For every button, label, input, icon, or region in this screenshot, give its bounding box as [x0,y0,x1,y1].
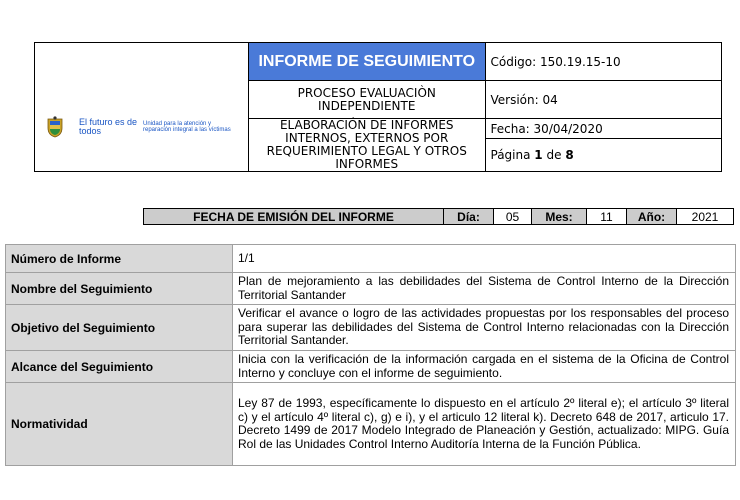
row-key: Nombre del Seguimiento [6,273,233,305]
document-title: INFORME DE SEGUIMIENTO [249,43,486,81]
document-code: Código: 150.19.15-10 [485,43,722,81]
logo-cell [35,43,249,172]
emission-date-bar [143,208,734,225]
row-value: 1/1 [233,245,736,273]
report-info-table [5,244,736,466]
page-of: de [546,148,562,162]
document-header [34,42,722,172]
page-indicator [485,139,722,172]
row-key: Número de Informe [6,245,233,273]
coat-of-arms-icon [45,116,65,138]
process-name: PROCESO EVALUACIÒN INDEPENDIENTE [249,81,486,119]
table-row [6,273,736,305]
emission-label: FECHA DE EMISIÓN DEL INFORME [144,209,444,225]
table-row [6,305,736,351]
institution-logo [45,114,245,140]
page-total: 8 [565,148,574,162]
year-label: Año: [627,209,677,225]
document-date: Fecha: 30/04/2020 [485,119,722,139]
row-key: Objetivo del Seguimiento [6,305,233,351]
month-label: Mes: [532,209,587,225]
row-value: Plan de mejoramiento a las debilidades del Sistema de Control Interno de la Dirección Territorial Santander [233,273,736,305]
day-value: 05 [494,209,532,225]
page-current: 1 [534,148,543,162]
row-value: Verificar el avance o logro de las actividades propuestas por los responsables del proceso para superar las debilidades del Sistema de Control Interno relacionadas con la Dirección Territorial Santander. [233,305,736,351]
row-key: Alcance del Seguimiento [6,351,233,383]
row-value: Ley 87 de 1993, específicamente lo dispuesto en el artículo 2º literal e); el artículo 3º literal c) y el artículo 4º literal c), g) e i), y el articulo 12 literal k). Decreto 648 de 2017, articulo 17. Decreto 1499 de 2017 Modelo Integrado de Planeación y Gestión, actualizado: MIPG. Guía Rol de las Unidades Control Interno Auditoría Interna de la Función Pública. [233,383,736,466]
logo-brand-text: El futuro es de todos [79,117,138,136]
year-value: 2021 [677,209,734,225]
month-value: 11 [587,209,627,225]
row-key: Normatividad [6,383,233,466]
document-subject: ELABORACIÓN DE INFORMES INTERNOS, EXTERNOS POR REQUERIMIENTO LEGAL Y OTROS INFORMES [249,119,486,172]
page-label: Página [490,148,531,162]
table-row [6,245,736,273]
document-version: Versión: 04 [485,81,722,119]
row-value: Inicia con la verificación de la información cargada en el sistema de la Oficina de Control Interno y concluye con el informe de seguimiento. [233,351,736,383]
logo-unit-text: Unidad para la atención y reparación integral a las víctimas [143,121,231,133]
table-row [6,383,736,466]
day-label: Día: [444,209,494,225]
table-row [6,351,736,383]
